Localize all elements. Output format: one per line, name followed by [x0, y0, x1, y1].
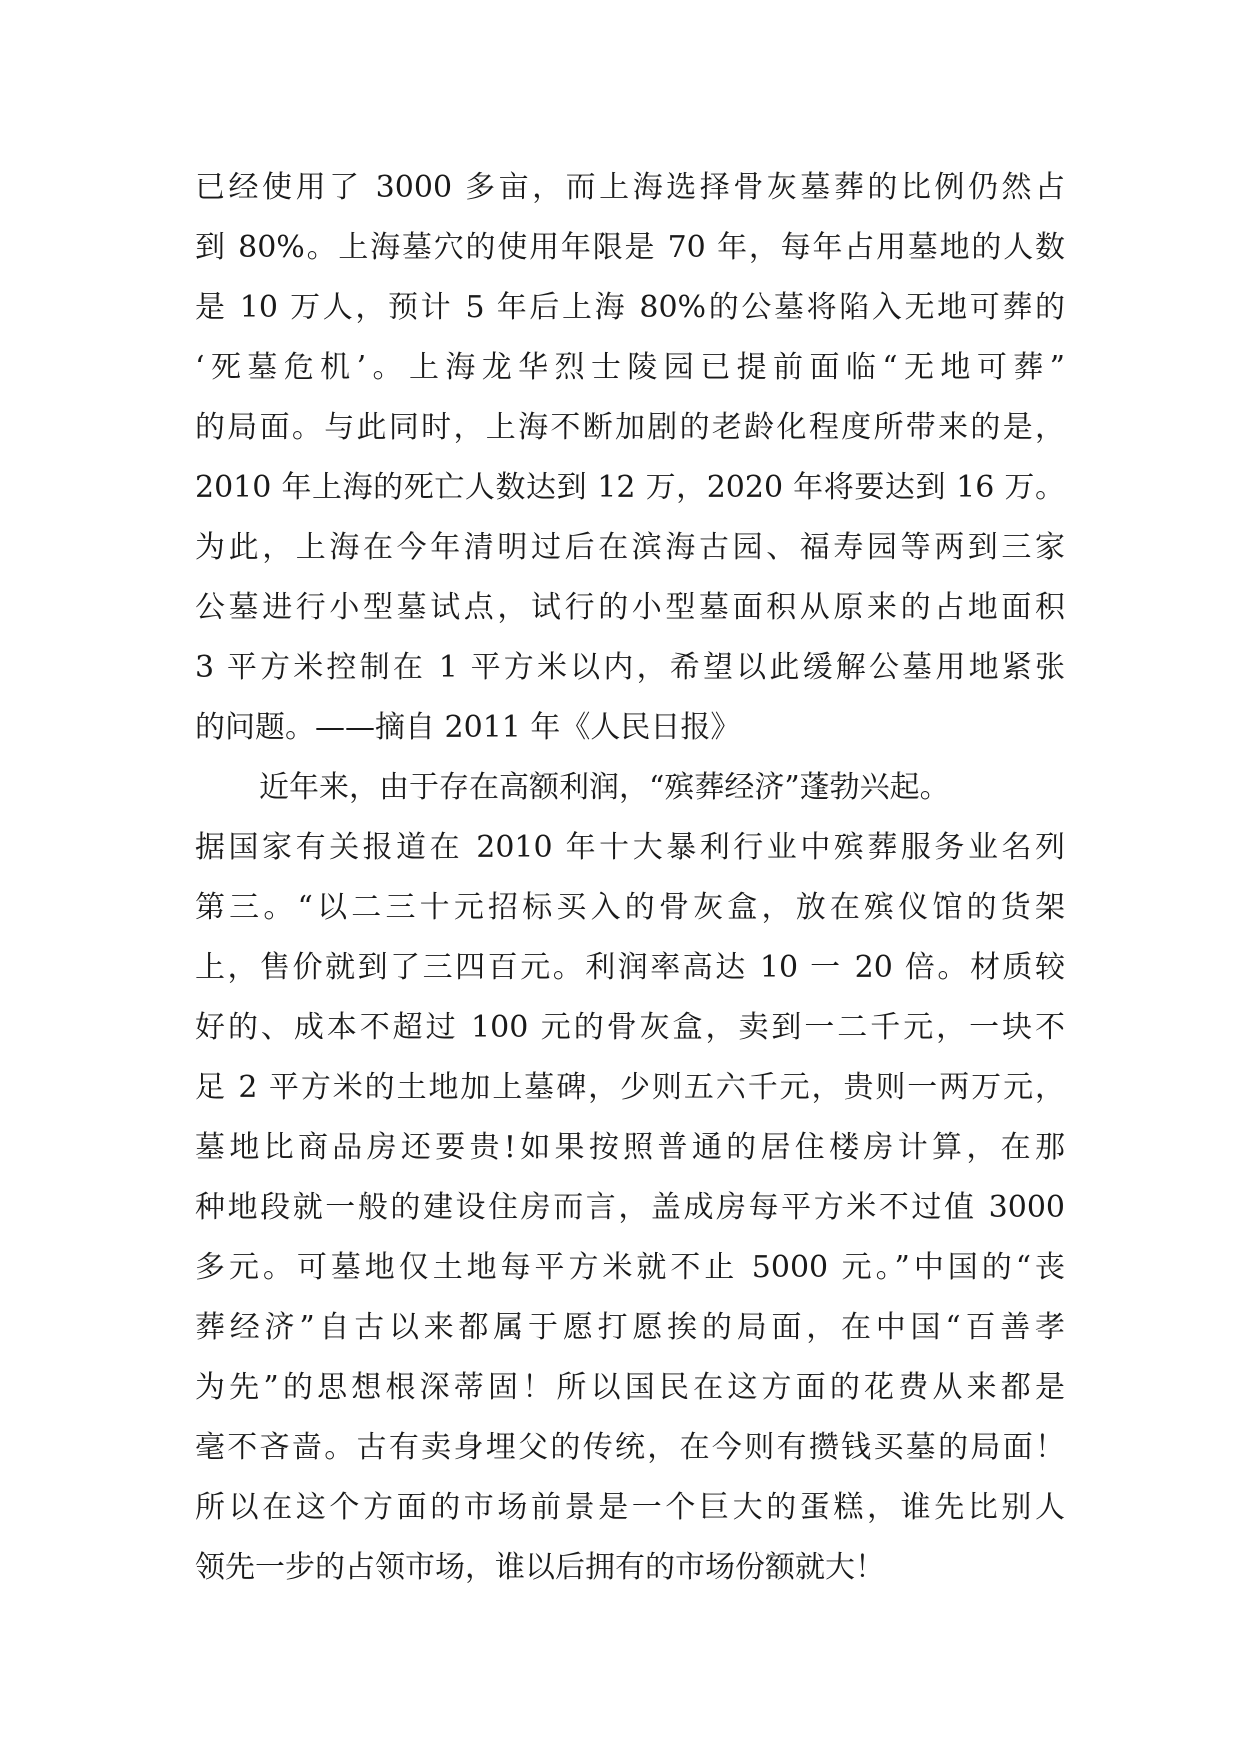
text-line: ‘死墓危机’。上海龙华烈士陵园已提前面临“无地可葬” [195, 350, 1065, 385]
text-line: 2010 年上海的死亡人数达到 12 万，2020 年将要达到 16 万。 [195, 470, 1065, 505]
text-line: 第三。“以二三十元招标买入的骨灰盒，放在殡仪馆的货架 [195, 890, 1065, 925]
text-line: 已经使用了 3000 多亩，而上海选择骨灰墓葬的比例仍然占 [195, 170, 1065, 205]
text-line: 公墓进行小型墓试点，试行的小型墓面积从原来的占地面积 [195, 590, 1065, 625]
paragraph-1 [195, 158, 1065, 758]
text-line: 为此，上海在今年清明过后在滨海古园、福寿园等两到三家 [195, 530, 1065, 565]
text-line: 据国家有关报道在 2010 年十大暴利行业中殡葬服务业名列 [195, 830, 1065, 865]
text-line: 好的、成本不超过 100 元的骨灰盒，卖到一二千元，一块不 [195, 1010, 1065, 1045]
text-line: 为先”的思想根深蒂固！所以国民在这方面的花费从来都是 [195, 1370, 1065, 1405]
text-line: 种地段就一般的建设住房而言，盖成房每平方米不过值 3000 [195, 1190, 1065, 1225]
text-line: 上，售价就到了三四百元。利润率高达 10 一 20 倍。材质较 [195, 950, 1065, 985]
text-line: 葬经济”自古以来都属于愿打愿挨的局面，在中国“百善孝 [195, 1310, 1065, 1345]
text-line: 是 10 万人，预计 5 年后上海 80%的公墓将陷入无地可葬的 [195, 290, 1065, 325]
text-line: 的局面。与此同时，上海不断加剧的老龄化程度所带来的是， [195, 410, 1065, 445]
text-line: 足 2 平方米的土地加上墓碑，少则五六千元，贵则一两万元， [195, 1070, 1065, 1105]
paragraph-2 [195, 758, 1065, 1598]
text-line: 3 平方米控制在 1 平方米以内，希望以此缓解公墓用地紧张 [195, 650, 1065, 685]
text-line: 墓地比商品房还要贵!如果按照普通的居住楼房计算，在那 [195, 1130, 1065, 1165]
text-line: 多元。可墓地仅土地每平方米就不止 5000 元。”中国的“丧 [195, 1250, 1065, 1285]
text-line: 到 80%。上海墓穴的使用年限是 70 年，每年占用墓地的人数 [195, 230, 1065, 265]
text-line: 毫不吝啬。古有卖身埋父的传统，在今则有攒钱买墓的局面！ [195, 1430, 1065, 1465]
text-line: 近年来，由于存在高额利润，“殡葬经济”蓬勃兴起。 [259, 770, 950, 805]
text-line: 所以在这个方面的市场前景是一个巨大的蛋糕，谁先比别人 [195, 1490, 1065, 1525]
text-line: 领先一步的占领市场，谁以后拥有的市场份额就大！ [195, 1550, 885, 1585]
text-line: 的问题。——摘自 2011 年《人民日报》 [195, 710, 741, 745]
